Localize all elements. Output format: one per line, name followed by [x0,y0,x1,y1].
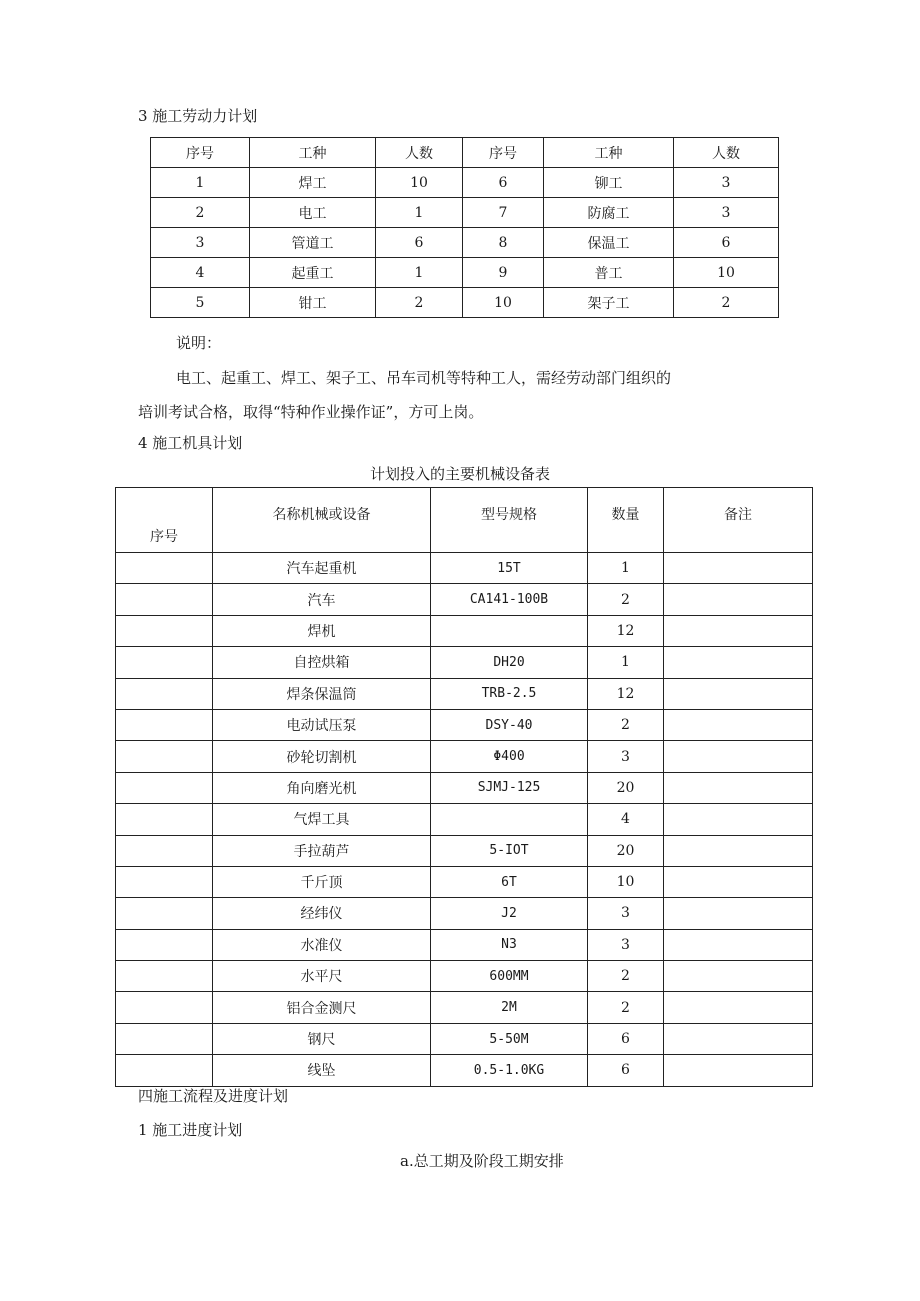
table-cell [664,615,813,646]
table-cell [664,898,813,929]
table-cell [664,866,813,897]
table-cell [116,615,213,646]
labor-header-cell: 序号 [151,138,250,168]
table-cell [116,1055,213,1086]
table-cell [664,929,813,960]
table-cell [664,709,813,740]
table-cell: 10 [674,258,779,288]
labor-header-cell: 人数 [674,138,779,168]
labor-header-cell: 工种 [544,138,674,168]
table-row [116,615,813,646]
table-cell [116,898,213,929]
table-cell [116,804,213,835]
equipment-header-row [116,488,813,553]
note-label: 说明： [176,334,222,352]
table-cell: 3 [588,929,664,960]
table-cell: 电动试压泵 [213,709,431,740]
table-row [116,678,813,709]
table-cell: 角向磨光机 [213,772,431,803]
table-cell: 钳工 [250,288,376,318]
table-cell: 自控烘箱 [213,647,431,678]
table-cell [664,741,813,772]
section3-heading: 3 施工劳动力计划 [138,107,258,125]
table-cell: 20 [588,835,664,866]
table-cell: 焊机 [213,615,431,646]
table-cell: 10 [588,866,664,897]
table-cell: N3 [431,929,588,960]
table-row [151,228,779,258]
table-row [116,772,813,803]
table-cell [664,772,813,803]
table-cell: 7 [463,198,544,228]
table-cell [664,804,813,835]
table-cell: 钢尺 [213,1023,431,1054]
table-row [116,804,813,835]
table-cell: 6 [376,228,463,258]
table-cell: 砂轮切割机 [213,741,431,772]
table-row [151,198,779,228]
table-cell: 线坠 [213,1055,431,1086]
table-cell [664,553,813,584]
table-row [151,288,779,318]
table-cell: 4 [151,258,250,288]
table-cell: 焊条保温筒 [213,678,431,709]
table-row [116,647,813,678]
table-cell: 5-IOT [431,835,588,866]
table-row [116,866,813,897]
subsection-a-heading: a.总工期及阶段工期安排 [400,1152,564,1170]
table-cell: 0.5-1.0KG [431,1055,588,1086]
table-cell: 15T [431,553,588,584]
table-cell: 6 [588,1055,664,1086]
table-row [116,709,813,740]
table-cell [116,835,213,866]
table-cell: 气焊工具 [213,804,431,835]
chapter4-heading: 四施工流程及进度计划 [138,1087,289,1105]
table-cell [664,1055,813,1086]
table-cell: 保温工 [544,228,674,258]
table-cell: 12 [588,678,664,709]
table-cell [664,835,813,866]
table-cell [116,741,213,772]
table-cell [116,992,213,1023]
table-cell: 经纬仪 [213,898,431,929]
table-row [116,835,813,866]
table-cell: DSY-40 [431,709,588,740]
table-cell: 架子工 [544,288,674,318]
equipment-table-title: 计划投入的主要机械设备表 [369,465,550,483]
equipment-header-cell: 型号规格 [431,488,588,553]
table-cell: 6 [674,228,779,258]
table-cell: 汽车 [213,584,431,615]
table-cell: 6T [431,866,588,897]
note-line-1: 电工、起重工、焊工、架子工、吊车司机等特种工人，需经劳动部门组织的 [176,369,672,387]
table-cell [116,647,213,678]
equipment-header-cell: 名称机械或设备 [213,488,431,553]
table-cell: 1 [588,647,664,678]
table-cell [116,929,213,960]
table-cell: 起重工 [250,258,376,288]
table-row [116,741,813,772]
labor-header-cell: 工种 [250,138,376,168]
table-cell [116,678,213,709]
equipment-table [115,487,813,1087]
table-cell: 10 [376,168,463,198]
table-row [116,1055,813,1086]
table-cell: 4 [588,804,664,835]
table-cell: 3 [588,741,664,772]
table-cell: J2 [431,898,588,929]
table-row [116,584,813,615]
equipment-header-cell: 备注 [664,488,813,553]
table-cell: 普工 [544,258,674,288]
table-cell: 焊工 [250,168,376,198]
table-cell: 600MM [431,961,588,992]
labor-header-cell: 人数 [376,138,463,168]
table-cell: 5 [151,288,250,318]
table-cell: 2 [588,709,664,740]
table-cell: 手拉葫芦 [213,835,431,866]
table-cell: 3 [151,228,250,258]
table-cell: DH20 [431,647,588,678]
labor-header-cell: 序号 [463,138,544,168]
table-cell: 20 [588,772,664,803]
table-cell: 水平尺 [213,961,431,992]
table-cell: 3 [674,168,779,198]
table-cell [116,1023,213,1054]
table-cell: 2M [431,992,588,1023]
table-cell [116,961,213,992]
table-cell: 铝合金测尺 [213,992,431,1023]
table-row [116,929,813,960]
table-cell: 5-50M [431,1023,588,1054]
table-row [116,553,813,584]
table-cell: 3 [674,198,779,228]
table-cell: 2 [588,961,664,992]
table-row [151,168,779,198]
note-line-2: 培训考试合格，取得“特种作业操作证”，方可上岗。 [138,403,484,421]
table-cell: 3 [588,898,664,929]
table-row [116,1023,813,1054]
labor-table [150,137,779,318]
equipment-header-cell: 数量 [588,488,664,553]
table-cell [664,678,813,709]
table-cell: 千斤顶 [213,866,431,897]
table-cell [116,553,213,584]
table-cell [116,709,213,740]
table-cell: 2 [151,198,250,228]
table-cell [431,804,588,835]
table-cell: 1 [151,168,250,198]
table-cell: 12 [588,615,664,646]
table-cell: Φ400 [431,741,588,772]
table-row [116,992,813,1023]
table-cell: 2 [674,288,779,318]
table-cell [116,866,213,897]
table-cell: 1 [376,258,463,288]
table-cell [664,584,813,615]
section1-heading: 1 施工进度计划 [138,1121,243,1139]
table-cell [116,584,213,615]
table-cell: 2 [588,992,664,1023]
table-row [116,961,813,992]
table-cell: 2 [376,288,463,318]
table-cell: 水准仪 [213,929,431,960]
table-cell: 6 [588,1023,664,1054]
table-cell: 2 [588,584,664,615]
table-row [116,898,813,929]
table-cell [664,647,813,678]
labor-header-row [151,138,779,168]
table-cell: 铆工 [544,168,674,198]
table-cell [116,772,213,803]
table-cell: 10 [463,288,544,318]
table-cell [431,615,588,646]
table-cell: TRB-2.5 [431,678,588,709]
table-cell: 9 [463,258,544,288]
table-cell: 电工 [250,198,376,228]
table-cell: 防腐工 [544,198,674,228]
table-cell: 1 [588,553,664,584]
equipment-header-cell: 序号 [116,488,213,553]
section4-heading: 4 施工机具计划 [138,434,243,452]
table-cell: 6 [463,168,544,198]
table-cell [664,1023,813,1054]
table-cell: CA141-100B [431,584,588,615]
table-cell: 8 [463,228,544,258]
table-row [151,258,779,288]
table-cell: 1 [376,198,463,228]
table-cell [664,992,813,1023]
table-cell: SJMJ-125 [431,772,588,803]
table-cell [664,961,813,992]
table-cell: 管道工 [250,228,376,258]
table-cell: 汽车起重机 [213,553,431,584]
